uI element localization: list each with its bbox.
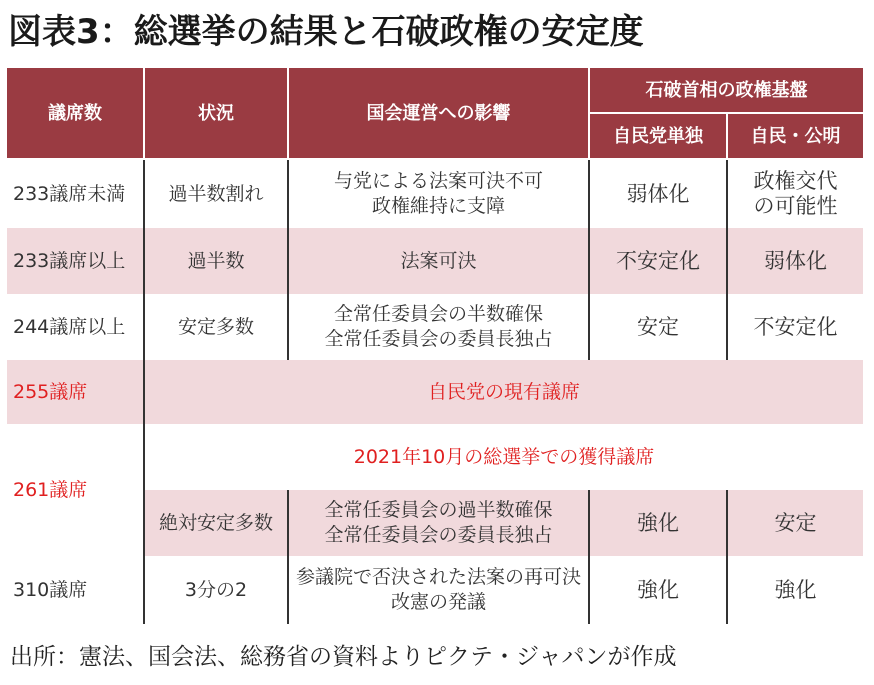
impact-cell bbox=[289, 556, 590, 624]
note-2021-seats: 2021年10月の総選挙での獲得議席 bbox=[353, 445, 655, 468]
situation-cell: 3分の2 bbox=[145, 556, 289, 624]
header-seats: 議席数 bbox=[7, 68, 145, 160]
coalition-cell: 不安定化 bbox=[753, 314, 838, 339]
header-impact: 国会運営への影響 bbox=[289, 68, 590, 160]
stability-table bbox=[7, 68, 863, 624]
impact-line: 全常任委員会の半数確保 bbox=[333, 303, 543, 325]
header-political-base: 石破首相の政権基盤 bbox=[590, 68, 863, 114]
header-ldp-komei: 自民・公明 bbox=[728, 114, 863, 160]
ldp-alone-cell: 強化 bbox=[590, 490, 728, 556]
coalition-cell bbox=[728, 160, 863, 228]
coalition-line: の可能性 bbox=[753, 194, 838, 218]
page-title: 図表3：総選挙の結果と石破政権の安定度 bbox=[8, 12, 644, 52]
impact-cell: 法案可決 bbox=[289, 228, 590, 294]
impact-cell bbox=[289, 490, 590, 556]
seats-cell-highlight: 255議席 bbox=[7, 360, 145, 424]
ldp-alone-cell: 安定 bbox=[590, 294, 728, 360]
impact-line: 与党による法案可決不可 bbox=[333, 170, 543, 192]
seats-cell: 244議席以上 bbox=[7, 294, 145, 360]
impact-line: 参議院で否決された法案の再可決 bbox=[295, 566, 581, 588]
seats-cell-highlight: 261議席 bbox=[7, 424, 145, 556]
situation-cell: 安定多数 bbox=[145, 294, 289, 360]
impact-cell bbox=[289, 160, 590, 228]
situation-cell: 過半数割れ bbox=[145, 160, 289, 228]
coalition-line: 政権交代 bbox=[753, 169, 838, 193]
ldp-alone-cell: 不安定化 bbox=[590, 228, 728, 294]
impact-line: 改憲の発議 bbox=[390, 591, 486, 613]
ldp-alone-cell: 弱体化 bbox=[590, 160, 728, 228]
header-ldp-alone: 自民党単独 bbox=[590, 114, 728, 160]
coalition-cell: 強化 bbox=[774, 577, 817, 602]
coalition-cell: 安定 bbox=[728, 490, 863, 556]
situation-cell: 過半数 bbox=[145, 228, 289, 294]
impact-cell bbox=[289, 294, 590, 360]
impact-line: 全常任委員会の委員長独占 bbox=[324, 524, 553, 546]
note-current-seats: 自民党の現有議席 bbox=[145, 360, 863, 424]
seats-cell: 233議席未満 bbox=[7, 160, 145, 228]
coalition-cell: 弱体化 bbox=[728, 228, 863, 294]
source-note: 出所：憲法、国会法、総務省の資料よりピクテ・ジャパンが作成 bbox=[10, 644, 677, 670]
seats-cell: 233議席以上 bbox=[7, 228, 145, 294]
ldp-alone-cell: 強化 bbox=[590, 556, 728, 624]
impact-line: 全常任委員会の過半数確保 bbox=[324, 499, 553, 521]
impact-line: 全常任委員会の委員長独占 bbox=[324, 328, 553, 350]
header-situation: 状況 bbox=[145, 68, 289, 160]
impact-line: 政権維持に支障 bbox=[371, 195, 505, 217]
seats-cell: 310議席 bbox=[7, 556, 145, 624]
situation-cell: 絶対安定多数 bbox=[145, 490, 289, 556]
